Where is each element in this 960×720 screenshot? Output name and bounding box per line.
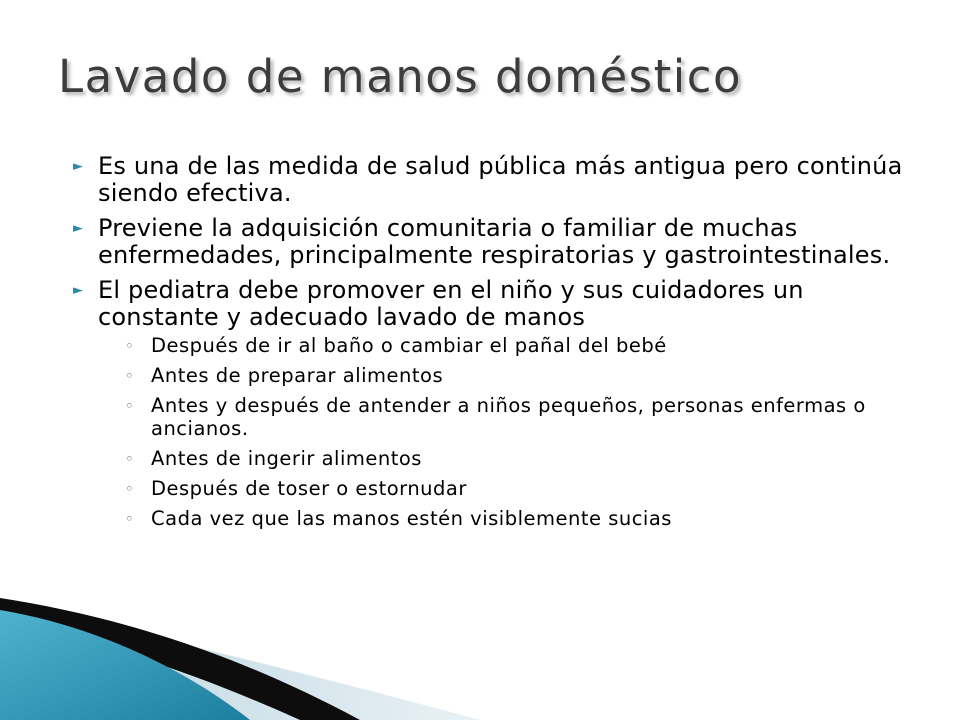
- hollow-circle-icon: ◦: [125, 397, 135, 415]
- bullet-item: [72, 215, 932, 269]
- sub-bullet-text: Después de toser o estornudar: [151, 477, 467, 500]
- hollow-circle-icon: ◦: [125, 337, 135, 355]
- slide-title: Lavado de manos doméstico: [58, 50, 743, 103]
- bullet-item: [72, 277, 932, 530]
- slide-content: [72, 153, 932, 538]
- bullet-text: Es una de las medida de salud pública más antigua pero continúa siendo efectiva.: [98, 152, 903, 207]
- sub-bullet-text: Antes y después de antender a niños pequeños, personas enfermas o ancianos.: [151, 394, 866, 440]
- sub-bullet-item: [98, 394, 932, 440]
- triangle-arrow-icon: ►: [73, 221, 84, 236]
- sub-bullet-text: Antes de preparar alimentos: [151, 364, 444, 387]
- triangle-arrow-icon: ►: [73, 283, 84, 298]
- hollow-circle-icon: ◦: [125, 450, 135, 468]
- hollow-circle-icon: ◦: [125, 367, 135, 385]
- triangle-arrow-icon: ►: [73, 159, 84, 174]
- hollow-circle-icon: ◦: [125, 480, 135, 498]
- sub-bullet-text: Cada vez que las manos estén visiblemente sucias: [151, 507, 672, 530]
- bullet-item: [72, 153, 932, 207]
- sub-bullet-item: [98, 477, 932, 500]
- sub-bullet-item: [98, 447, 932, 470]
- bullet-text: El pediatra debe promover en el niño y sus cuidadores un constante y adecuado lavado de manos: [98, 276, 804, 331]
- sub-bullet-list: [98, 334, 932, 530]
- sub-bullet-item: [98, 364, 932, 387]
- sub-bullet-text: Después de ir al baño o cambiar el pañal del bebé: [151, 334, 667, 357]
- bullet-text: Previene la adquisición comunitaria o familiar de muchas enfermedades, principalmente respiratorias y gastrointestinales.: [98, 214, 891, 269]
- sub-bullet-item: [98, 507, 932, 530]
- sub-bullet-item: [98, 334, 932, 357]
- hollow-circle-icon: ◦: [125, 510, 135, 528]
- sub-bullet-text: Antes de ingerir alimentos: [151, 447, 422, 470]
